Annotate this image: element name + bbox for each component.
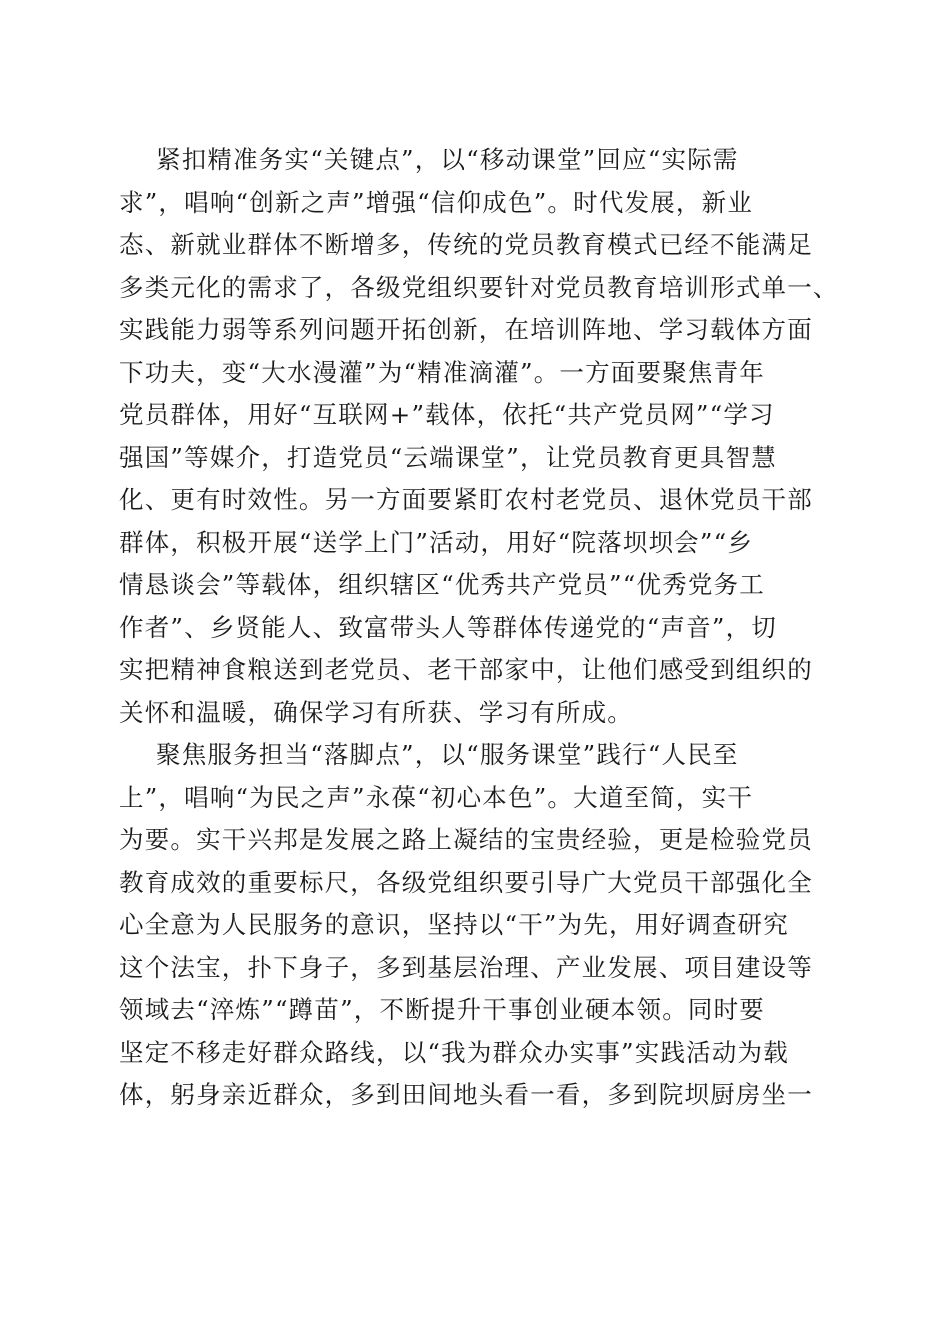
- paragraph-line: 这个法宝，扑下身子，多到基层治理、产业发展、项目建设等: [119, 952, 813, 982]
- paragraph-line: 化、更有时效性。另一方面要紧盯农村老党员、退休党员干部: [119, 485, 813, 514]
- paragraph-line: 实把精神食粮送到老党员、老干部家中，让他们感受到组织的: [119, 655, 813, 684]
- paragraph-line: 情恳谈会”等载体，组织辖区“优秀共产党员”“优秀党务工: [119, 570, 765, 599]
- paragraph-line: 强国”等媒介，打造党员“云端课堂”，让党员教育更具智慧: [119, 442, 777, 472]
- paragraph-line: 实践能力弱等系列问题开拓创新，在培训阵地、学习载体方面: [119, 315, 813, 344]
- paragraph-line: 心全意为人民服务的意识，坚持以“干”为先，用好调查研究: [119, 910, 789, 939]
- paragraph-line: 坚定不移走好群众路线，以“我为群众办实事”实践活动为载: [119, 1037, 789, 1067]
- paragraph-line: 下功夫，变“大水漫灌”为“精准滴灌”。一方面要聚焦青年: [119, 357, 765, 387]
- body-text: [119, 139, 839, 1117]
- paragraph-line: 多类元化的需求了，各级党组织要针对党员教育培训形式单一、: [119, 272, 839, 302]
- paragraph-line: 党员群体，用好“互联网+”载体，依托“共产党员网”“学习: [119, 400, 775, 429]
- paragraph-line: 群体，积极开展“送学上门”活动，用好“院落坝坝会”“乡: [119, 527, 754, 557]
- paragraph-line: 聚焦服务担当“落脚点”，以“服务课堂”践行“人民至: [156, 740, 739, 769]
- paragraph-line: 上”，唱响“为民之声”永葆“初心本色”。大道至简，实干: [119, 782, 754, 812]
- paragraph-2: [119, 734, 839, 1117]
- paragraph-1: [119, 139, 839, 734]
- paragraph-line: 关怀和温暖，确保学习有所获、学习有所成。: [119, 697, 633, 727]
- paragraph-line: 体，躬身亲近群众，多到田间地头看一看，多到院坝厨房坐一: [119, 1080, 813, 1109]
- paragraph-line: 紧扣精准务实“关键点”，以“移动课堂”回应“实际需: [156, 145, 739, 174]
- paragraph-line: 作者”、乡贤能人、致富带头人等群体传递党的“声音”，切: [119, 612, 777, 642]
- paragraph-line: 求”，唱响“创新之声”增强“信仰成色”。时代发展，新业: [119, 187, 754, 217]
- paragraph-line: 态、新就业群体不断增多，传统的党员教育模式已经不能满足: [119, 230, 813, 259]
- paragraph-line: 教育成效的重要标尺，各级党组织要引导广大党员干部强化全: [119, 867, 813, 897]
- paragraph-line: 领域去“淬炼”“蹲苗”，不断提升干事创业硬本领。同时要: [119, 995, 765, 1024]
- paragraph-line: 为要。实干兴邦是发展之路上凝结的宝贵经验，更是检验党员: [119, 825, 813, 854]
